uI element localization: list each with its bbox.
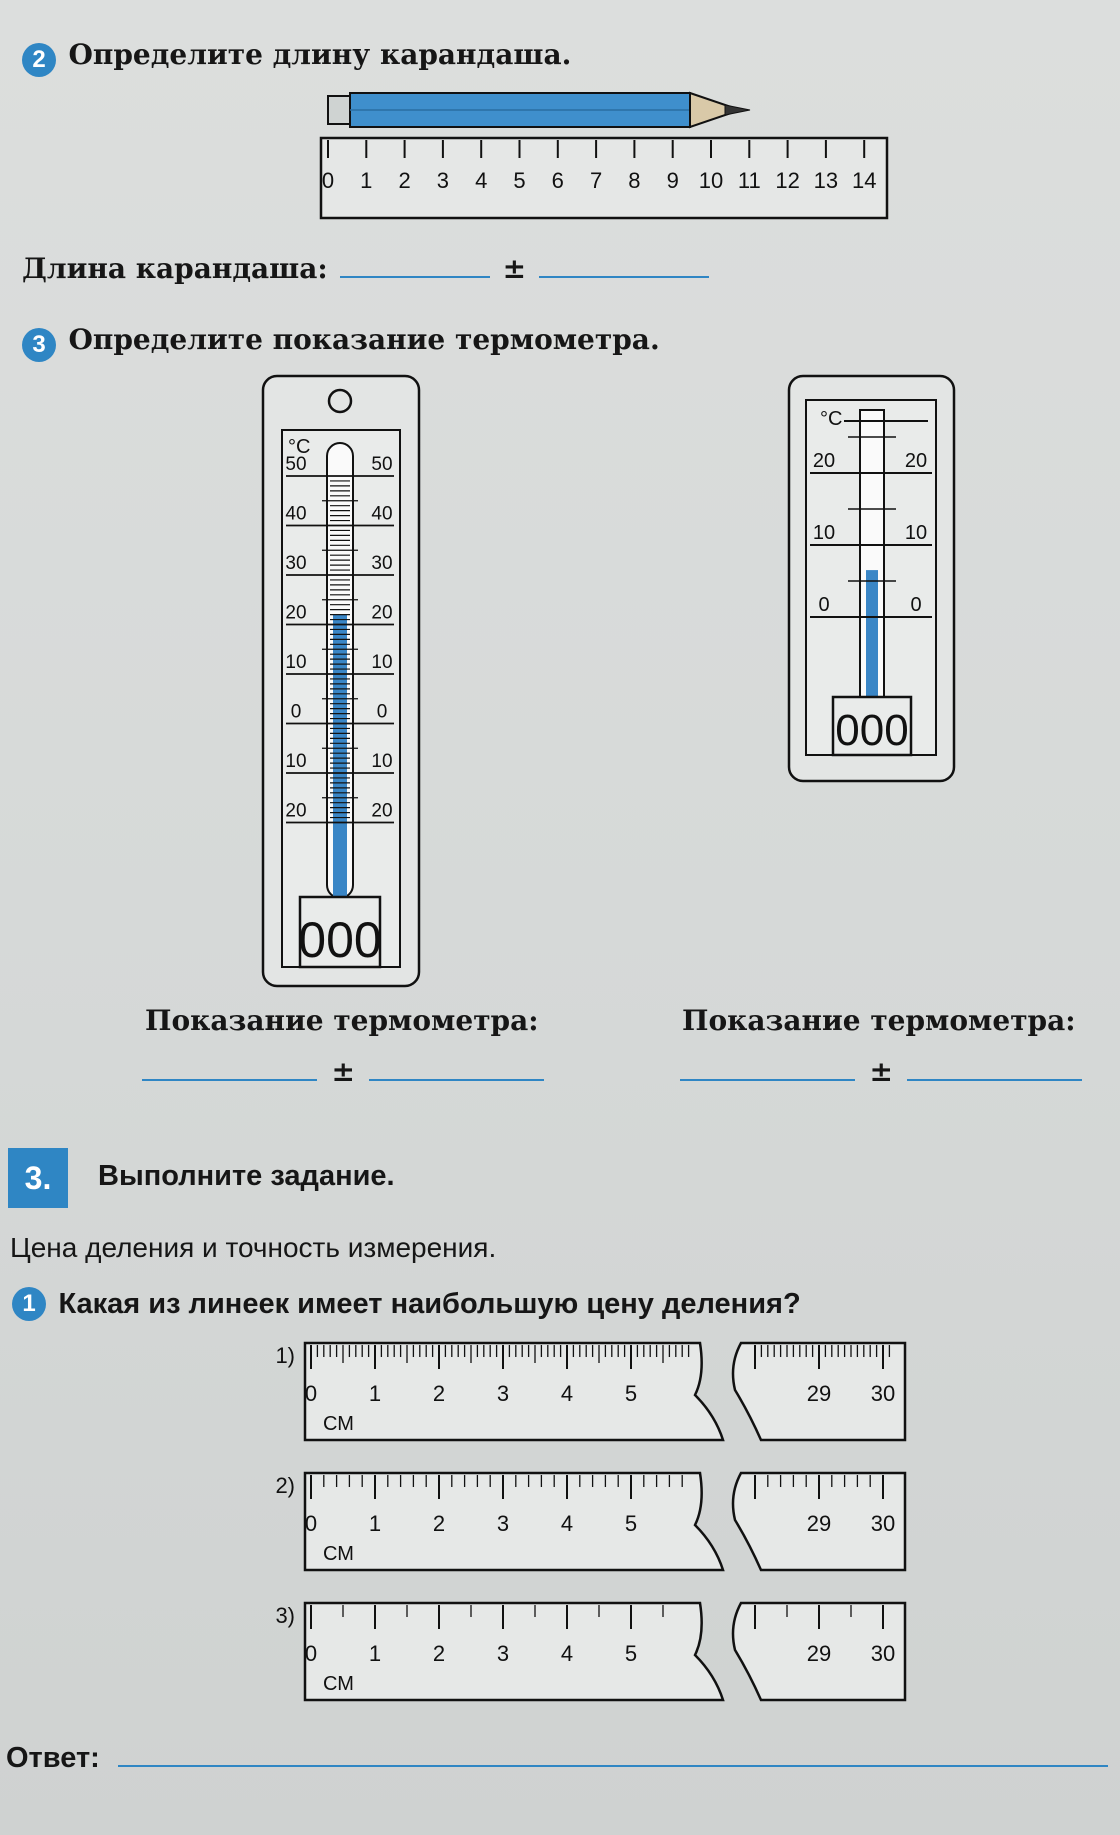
scale-label-left: 50 bbox=[285, 454, 307, 475]
scale-label-left: 30 bbox=[285, 553, 307, 574]
pencil-ruler-figure bbox=[320, 88, 877, 223]
ruler-option-1[interactable] bbox=[275, 1343, 905, 1440]
question-number-badge: 1 bbox=[12, 1287, 46, 1321]
ruler-tick-label: 8 bbox=[628, 168, 641, 193]
scale-label-left: 0 bbox=[818, 594, 830, 616]
ruler-unit-label: СМ bbox=[323, 1543, 354, 1565]
thermo-2-answer-row bbox=[680, 1055, 1082, 1088]
plus-minus: ± bbox=[502, 252, 527, 285]
pencil-error-blank[interactable] bbox=[539, 276, 709, 278]
thermo-1-error-blank[interactable] bbox=[369, 1079, 544, 1081]
ruler-tick-label: 5 bbox=[624, 1511, 638, 1536]
plus-minus: ± bbox=[331, 1055, 355, 1088]
ruler-tick-label: 1 bbox=[368, 1641, 382, 1666]
thermo-2-reading-label: Показание термометра: bbox=[682, 1004, 1076, 1037]
task-subtitle: Цена деления и точность измерения. bbox=[10, 1232, 497, 1263]
ruler-option-3[interactable] bbox=[275, 1603, 905, 1700]
answer-row bbox=[6, 1742, 1116, 1775]
scale-label-right: 20 bbox=[371, 602, 393, 624]
thermo-1-reading-label: Показание термометра: bbox=[145, 1004, 539, 1037]
rulers-figure bbox=[275, 1335, 915, 1720]
answer-blank[interactable] bbox=[118, 1765, 1108, 1767]
thermo-2-error-blank[interactable] bbox=[907, 1079, 1082, 1081]
ruler-tick-label: 14 bbox=[851, 168, 877, 193]
scale-label-right: 40 bbox=[371, 503, 393, 525]
ruler-tick-label: 1 bbox=[368, 1381, 382, 1406]
ruler-tick-label: 30 bbox=[870, 1511, 896, 1536]
ruler-tick-label: 4 bbox=[560, 1641, 574, 1666]
ruler-tick-label: 5 bbox=[624, 1381, 638, 1406]
ruler-tick-label: 0 bbox=[321, 168, 335, 193]
ruler-unit-label: СМ bbox=[323, 1413, 354, 1435]
scale-label-right: 10 bbox=[371, 652, 393, 673]
ruler-tick-label: 6 bbox=[551, 168, 564, 193]
pencil-length-blank[interactable] bbox=[340, 276, 490, 278]
scale-label-left: 40 bbox=[285, 503, 307, 525]
thermo-2-value-blank[interactable] bbox=[680, 1079, 855, 1081]
ruler-tick-label: 1 bbox=[368, 1511, 382, 1536]
bulb-label: 000 bbox=[835, 706, 909, 755]
ruler-left-piece bbox=[305, 1473, 723, 1570]
ruler-tick-label: 3 bbox=[436, 168, 450, 193]
answer-label: Ответ: bbox=[6, 1742, 100, 1774]
ruler-tick-label: 2 bbox=[432, 1511, 446, 1536]
ruler-tick-label: 3 bbox=[496, 1511, 510, 1536]
scale-label-right: 0 bbox=[376, 701, 388, 723]
pencil-icon bbox=[328, 93, 750, 127]
ruler-tick-label: 11 bbox=[737, 168, 761, 193]
scale-label-right: 0 bbox=[910, 594, 922, 616]
scale-label-right: 30 bbox=[371, 553, 393, 574]
ruler-tick-label: 10 bbox=[698, 168, 724, 193]
question-number-badge: 3 bbox=[22, 328, 56, 362]
ruler-tick-label: 7 bbox=[589, 168, 603, 193]
ruler-tick-label: 4 bbox=[560, 1511, 574, 1536]
ruler-tick-label: 3 bbox=[496, 1641, 510, 1666]
ruler-tick-label: 4 bbox=[560, 1381, 574, 1406]
task-number-box: 3. bbox=[8, 1148, 68, 1208]
ruler-left-piece bbox=[305, 1603, 723, 1700]
scale-label-left: 20 bbox=[285, 602, 307, 624]
ruler-tick-label: 2 bbox=[398, 168, 411, 193]
ruler-option-label: 2) bbox=[275, 1473, 295, 1498]
ruler-tick-label: 4 bbox=[475, 168, 488, 193]
scale-label-left: 20 bbox=[285, 800, 307, 822]
ruler-tick-label: 0 bbox=[304, 1381, 318, 1406]
ruler-tick-label: 9 bbox=[666, 168, 679, 193]
ruler-tick-label: 29 bbox=[806, 1641, 832, 1666]
question-title: Определите показание термометра. bbox=[68, 323, 660, 356]
pencil-answer-row bbox=[22, 252, 709, 285]
ruler-unit-label: СМ bbox=[323, 1673, 354, 1695]
question-title: Какая из линеек имеет наибольшую цену деления? bbox=[58, 1287, 801, 1320]
scale-label-right: 10 bbox=[904, 522, 928, 544]
scale-label-right: 20 bbox=[371, 800, 393, 822]
ruler-option-label: 1) bbox=[275, 1343, 295, 1368]
scale-label-right: 20 bbox=[904, 450, 928, 472]
thermometer-1 bbox=[262, 375, 422, 990]
ruler-tick-label: 5 bbox=[513, 168, 526, 193]
plus-minus: ± bbox=[869, 1055, 893, 1088]
thermo-1-answer-row bbox=[142, 1055, 544, 1088]
ruler-tick-label: 0 bbox=[304, 1511, 318, 1536]
scale-label-right: 10 bbox=[371, 751, 393, 772]
task-title: Выполните задание. bbox=[98, 1160, 395, 1192]
ruler-tick-label: 5 bbox=[624, 1641, 638, 1666]
unit-label: °C bbox=[288, 436, 311, 458]
question-title: Определите длину карандаша. bbox=[68, 38, 572, 71]
scale-label-left: 10 bbox=[812, 522, 836, 544]
pencil-length-label: Длина карандаша: bbox=[22, 252, 328, 285]
ruler-tick-label: 1 bbox=[360, 168, 373, 193]
ruler-tick-label: 13 bbox=[813, 168, 839, 193]
thermometer-2 bbox=[788, 375, 958, 785]
scale-label-right: 50 bbox=[371, 454, 393, 475]
mercury-column bbox=[333, 614, 347, 897]
scale-label-left: 10 bbox=[285, 751, 307, 772]
mercury-column bbox=[866, 570, 878, 697]
ruler-tick-label: 29 bbox=[806, 1511, 832, 1536]
ruler-option-2[interactable] bbox=[275, 1473, 905, 1570]
ruler-tick-label: 2 bbox=[432, 1641, 446, 1666]
section-thermo-header bbox=[22, 323, 660, 362]
unit-label: °C bbox=[820, 408, 843, 430]
thermo-1-value-blank[interactable] bbox=[142, 1079, 317, 1081]
section-pencil-header bbox=[22, 38, 571, 77]
ruler-tick-label: 0 bbox=[304, 1641, 318, 1666]
scale-label-left: 20 bbox=[812, 450, 836, 472]
ruler-tick-label: 30 bbox=[870, 1381, 896, 1406]
scale-label-left: 0 bbox=[290, 701, 302, 723]
ruler-tick-label: 30 bbox=[870, 1641, 896, 1666]
ruler-tick-label: 3 bbox=[496, 1381, 510, 1406]
bulb-label: 000 bbox=[298, 912, 382, 968]
question-number-badge: 2 bbox=[22, 43, 56, 77]
ruler-left-piece bbox=[305, 1343, 723, 1440]
ruler-option-label: 3) bbox=[275, 1603, 295, 1628]
ruler-question-header bbox=[12, 1287, 801, 1321]
ruler-tick-label: 2 bbox=[432, 1381, 446, 1406]
ruler-tick-label: 12 bbox=[775, 168, 800, 193]
scale-label-left: 10 bbox=[285, 652, 307, 673]
ruler-tick-label: 29 bbox=[806, 1381, 832, 1406]
